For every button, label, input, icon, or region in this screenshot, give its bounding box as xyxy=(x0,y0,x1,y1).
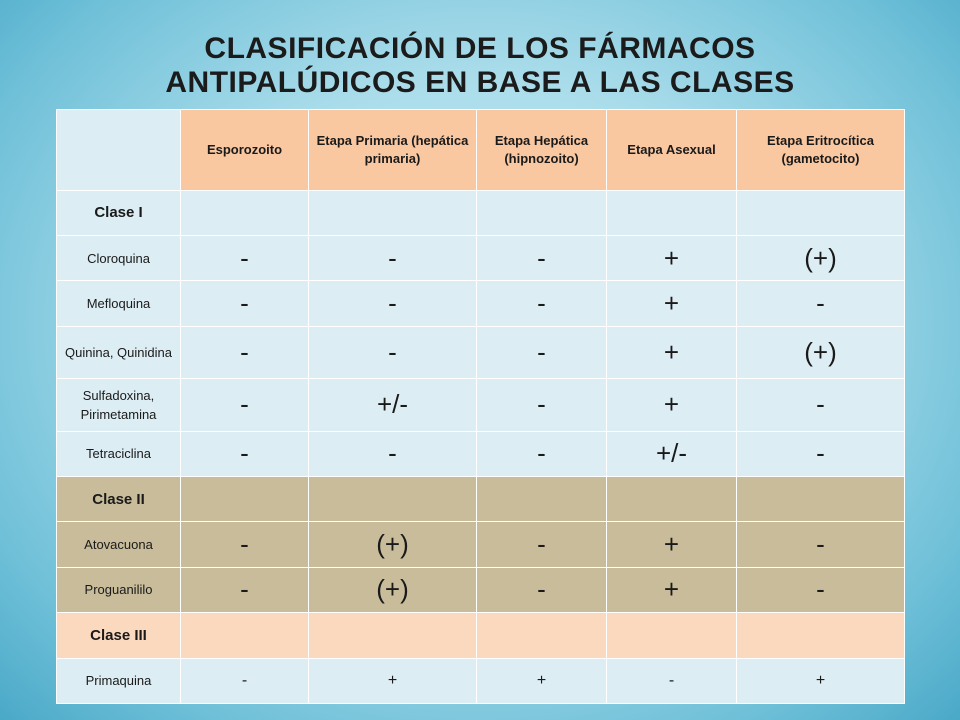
header-etapa-hepatica: Etapa Hepática (hipnozoito) xyxy=(477,110,607,191)
drug-name-cell: Cloroquina xyxy=(57,236,181,281)
table-row xyxy=(57,567,905,612)
value-cell: - xyxy=(607,658,737,703)
drug-name-cell: Atovacuona xyxy=(57,522,181,567)
class-label-cell: Clase I xyxy=(57,190,181,235)
value-cell: (+) xyxy=(309,567,477,612)
value-cell: - xyxy=(181,567,309,612)
value-cell xyxy=(607,190,737,235)
value-cell: - xyxy=(737,431,905,476)
table-row xyxy=(57,477,905,522)
value-cell: - xyxy=(737,522,905,567)
value-cell xyxy=(477,613,607,658)
value-cell: + xyxy=(607,236,737,281)
value-cell: + xyxy=(737,658,905,703)
table-body xyxy=(57,190,905,703)
value-cell: +/- xyxy=(607,431,737,476)
value-cell: (+) xyxy=(737,236,905,281)
class-label-cell: Clase III xyxy=(57,613,181,658)
value-cell: - xyxy=(737,281,905,326)
value-cell xyxy=(309,477,477,522)
value-cell xyxy=(181,190,309,235)
value-cell: - xyxy=(181,379,309,431)
table-row xyxy=(57,379,905,431)
value-cell: - xyxy=(181,658,309,703)
value-cell xyxy=(607,613,737,658)
table-row xyxy=(57,190,905,235)
drug-name-cell: Quinina, Quinidina xyxy=(57,326,181,378)
header-etapa-asexual: Etapa Asexual xyxy=(607,110,737,191)
value-cell: - xyxy=(181,522,309,567)
value-cell: - xyxy=(737,567,905,612)
value-cell: - xyxy=(181,281,309,326)
value-cell xyxy=(477,477,607,522)
table-row xyxy=(57,658,905,703)
header-esporozoito: Esporozoito xyxy=(181,110,309,191)
value-cell: - xyxy=(309,281,477,326)
value-cell: - xyxy=(181,431,309,476)
value-cell: - xyxy=(309,326,477,378)
value-cell: +/- xyxy=(309,379,477,431)
value-cell: + xyxy=(607,281,737,326)
title-line-2: ANTIPALÚDICOS EN BASE A LAS CLASES xyxy=(165,66,795,99)
drug-name-cell: Sulfadoxina, Pirimetamina xyxy=(57,379,181,431)
value-cell: + xyxy=(607,567,737,612)
value-cell: + xyxy=(607,379,737,431)
value-cell: + xyxy=(607,326,737,378)
table-row xyxy=(57,613,905,658)
value-cell xyxy=(737,190,905,235)
value-cell xyxy=(181,477,309,522)
value-cell: (+) xyxy=(737,326,905,378)
value-cell: - xyxy=(477,522,607,567)
table-row xyxy=(57,236,905,281)
class-label-cell: Clase II xyxy=(57,477,181,522)
table-row xyxy=(57,431,905,476)
table-row xyxy=(57,522,905,567)
value-cell: - xyxy=(181,326,309,378)
drug-name-cell: Mefloquina xyxy=(57,281,181,326)
table-header-row xyxy=(57,110,905,191)
drug-name-cell: Proguanililo xyxy=(57,567,181,612)
table-row xyxy=(57,281,905,326)
header-etapa-eritrocitica: Etapa Eritrocítica (gametocito) xyxy=(737,110,905,191)
title-line-1: CLASIFICACIÓN DE LOS FÁRMACOS xyxy=(204,32,756,65)
value-cell: - xyxy=(477,236,607,281)
table-row xyxy=(57,326,905,378)
value-cell: - xyxy=(477,567,607,612)
value-cell xyxy=(181,613,309,658)
header-corner-cell xyxy=(57,110,181,191)
value-cell: - xyxy=(477,281,607,326)
classification-table xyxy=(56,109,905,704)
value-cell: - xyxy=(309,431,477,476)
value-cell xyxy=(737,477,905,522)
value-cell: + xyxy=(477,658,607,703)
value-cell: (+) xyxy=(309,522,477,567)
value-cell xyxy=(477,190,607,235)
drug-name-cell: Primaquina xyxy=(57,658,181,703)
value-cell: + xyxy=(607,522,737,567)
drug-name-cell: Tetraciclina xyxy=(57,431,181,476)
value-cell: - xyxy=(181,236,309,281)
value-cell xyxy=(309,613,477,658)
value-cell: - xyxy=(477,431,607,476)
value-cell xyxy=(309,190,477,235)
value-cell: - xyxy=(309,236,477,281)
header-etapa-primaria: Etapa Primaria (hepática primaria) xyxy=(309,110,477,191)
value-cell: - xyxy=(477,326,607,378)
value-cell: - xyxy=(477,379,607,431)
value-cell: - xyxy=(737,379,905,431)
value-cell: + xyxy=(309,658,477,703)
value-cell xyxy=(737,613,905,658)
slide-title xyxy=(0,32,960,100)
value-cell xyxy=(607,477,737,522)
